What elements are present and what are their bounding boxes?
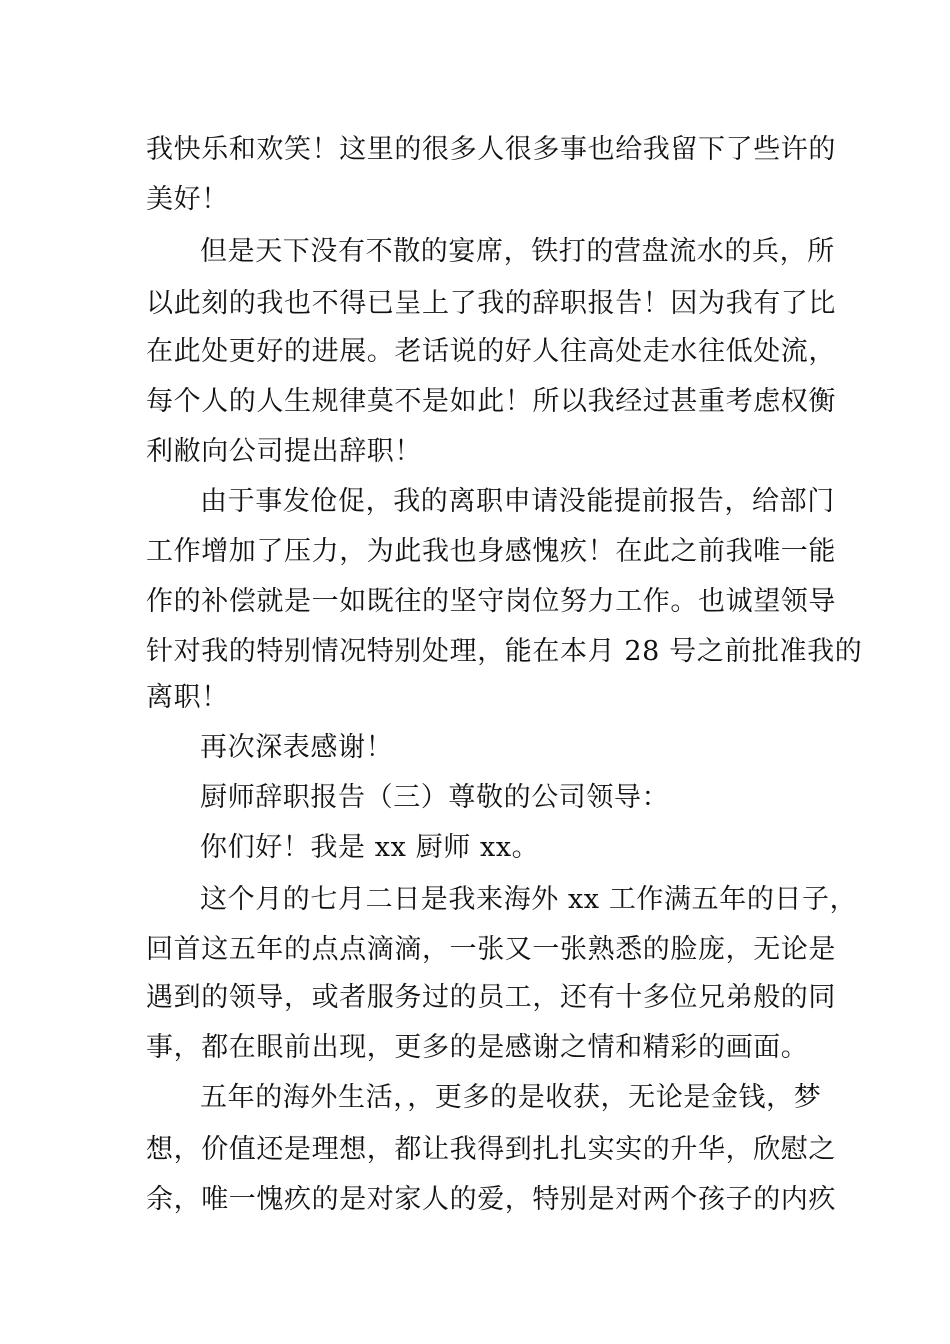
text-line: 针对我的特别情况特别处理，能在本月 28 号之前批准我的 <box>146 636 863 667</box>
text-line: 美好！ <box>146 184 229 215</box>
text-line: 工作增加了压力，为此我也身感愧疚！在此之前我唯一能 <box>146 536 836 567</box>
text-line: 由于事发伧促，我的离职申请没能提前报告，给部门 <box>200 486 835 517</box>
text-line: 五年的海外生活，，更多的是收获，无论是金钱，梦 <box>200 1082 822 1113</box>
text-line: 回首这五年的点点滴滴，一张又一张熟悉的脸庞，无论是 <box>146 934 836 965</box>
text-line: 但是天下没有不散的宴席，铁打的营盘流水的兵，所 <box>200 236 835 267</box>
text-line: 余，唯一愧疚的是对家人的爱，特别是对两个孩子的内疚 <box>146 1184 836 1215</box>
text-line: 再次深表感谢！ <box>200 732 394 763</box>
text-line: 这个月的七月二日是我来海外 xx 工作满五年的日子， <box>200 884 858 915</box>
text-line: 在此处更好的进展。老话说的好人往高处走水往低处流， <box>146 336 836 367</box>
text-line: 遇到的领导，或者服务过的员工，还有十多位兄弟般的同 <box>146 982 836 1013</box>
text-line: 你们好！我是 xx 厨师 xx。 <box>200 832 540 863</box>
text-line: 我快乐和欢笑！这里的很多人很多事也给我留下了些许的 <box>146 134 836 165</box>
text-line: 每个人的人生规律莫不是如此！所以我经过甚重考虑权衡 <box>146 386 836 417</box>
text-line: 想，价值还是理想，都让我得到扎扎实实的升华，欣慰之 <box>146 1134 836 1165</box>
text-line: 离职！ <box>146 682 229 713</box>
text-line: 厨师辞职报告（三）尊敬的公司领导： <box>200 782 670 813</box>
text-line: 作的补偿就是一如既往的坚守岗位努力工作。也诚望领导 <box>146 586 836 617</box>
text-line: 以此刻的我也不得已呈上了我的辞职报告！因为我有了比 <box>146 288 836 319</box>
text-line: 利敝向公司提出辞职！ <box>146 436 422 467</box>
text-line: 事，都在眼前出现，更多的是感谢之情和精彩的画面。 <box>146 1032 809 1063</box>
